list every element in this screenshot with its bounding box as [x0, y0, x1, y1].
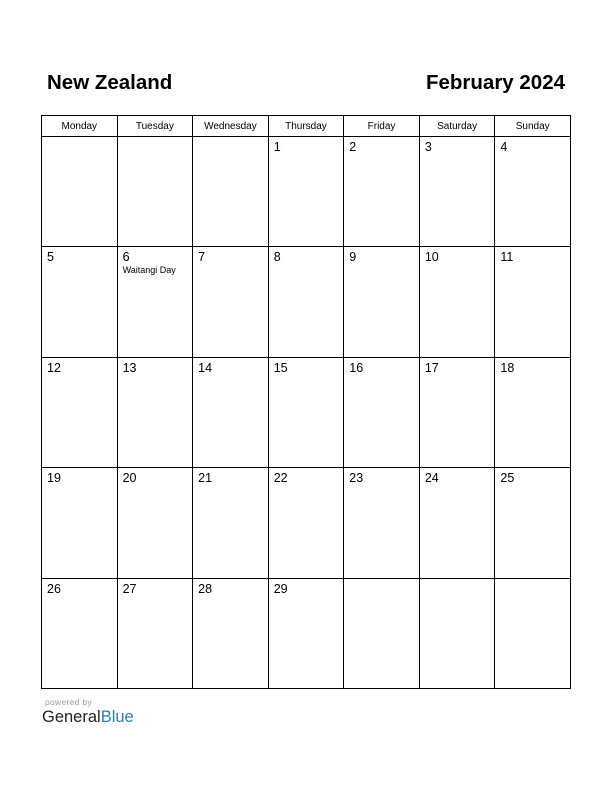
day-cell	[268, 468, 344, 578]
day-number: 8	[273, 250, 281, 265]
week-row	[42, 468, 571, 578]
day-cell	[117, 468, 193, 578]
day-number: 15	[273, 360, 288, 375]
day-cell	[495, 578, 571, 688]
day-number: 3	[424, 140, 432, 154]
week-row	[42, 578, 571, 688]
brand-blue-text: Blue	[100, 708, 134, 726]
day-number: 6	[122, 250, 130, 265]
day-cell	[344, 357, 420, 467]
day-number: 9	[349, 250, 357, 265]
day-cell	[495, 247, 571, 357]
day-cell	[495, 468, 571, 578]
day-cell	[193, 357, 269, 467]
day-cell	[419, 578, 495, 688]
weekday-header: Wednesday	[193, 116, 269, 137]
day-cell	[42, 357, 118, 467]
day-cell	[419, 357, 495, 467]
day-number: 27	[122, 581, 137, 596]
day-number: 7	[198, 250, 206, 265]
day-number: 24	[424, 471, 439, 486]
weekday-header: Friday	[344, 116, 420, 137]
weekday-header-row	[42, 116, 571, 137]
day-cell	[344, 137, 420, 247]
day-number: 10	[424, 250, 439, 265]
brand-general-text: General	[42, 708, 101, 726]
weekday-header: Sunday	[495, 116, 571, 137]
weekday-header: Monday	[42, 116, 118, 137]
day-cell	[344, 578, 420, 688]
day-cell	[268, 357, 344, 467]
day-number: 26	[47, 581, 61, 596]
day-number: 28	[198, 581, 213, 596]
day-cell	[268, 578, 344, 688]
week-row	[42, 357, 571, 467]
day-cell	[268, 137, 344, 247]
day-number: 5	[47, 250, 54, 265]
day-cell	[117, 247, 193, 357]
day-cell	[268, 247, 344, 357]
day-number: 13	[122, 360, 137, 375]
day-number: 11	[500, 250, 514, 265]
day-number: 16	[349, 360, 364, 375]
day-number: 12	[47, 360, 61, 375]
day-number: 4	[500, 140, 508, 154]
day-cell	[344, 247, 420, 357]
weekday-header: Thursday	[268, 116, 344, 137]
day-cell	[419, 247, 495, 357]
day-cell	[193, 578, 269, 688]
country-title: New Zealand	[47, 71, 173, 94]
day-cell	[117, 357, 193, 467]
day-cell	[495, 357, 571, 467]
day-number: 1	[273, 140, 281, 154]
weekday-header: Tuesday	[117, 116, 193, 137]
week-row	[42, 137, 571, 247]
day-cell	[495, 137, 571, 247]
holiday-label: Waitangi Day	[122, 265, 176, 276]
month-title: February 2024	[425, 71, 565, 94]
day-cell	[344, 468, 420, 578]
day-number: 25	[500, 471, 515, 486]
day-cell	[419, 137, 495, 247]
day-number: 29	[273, 581, 288, 596]
day-number: 18	[500, 360, 515, 375]
day-number: 2	[349, 140, 357, 154]
day-number: 23	[349, 471, 364, 486]
day-number: 21	[198, 471, 213, 486]
day-cell	[193, 137, 269, 247]
week-row	[42, 247, 571, 357]
calendar-grid	[41, 115, 571, 689]
day-number: 22	[273, 471, 288, 486]
day-number: 20	[122, 471, 137, 486]
day-number: 17	[424, 360, 439, 375]
day-cell	[419, 468, 495, 578]
generalblue-logo[interactable]	[42, 708, 134, 727]
day-cell	[117, 137, 193, 247]
day-number: 19	[47, 471, 61, 486]
day-cell	[42, 578, 118, 688]
day-number: 14	[198, 360, 213, 375]
day-cell	[193, 247, 269, 357]
powered-by-label: powered by	[45, 697, 92, 707]
day-cell	[42, 247, 118, 357]
day-cell	[42, 468, 118, 578]
day-cell	[42, 137, 118, 247]
weekday-header: Saturday	[419, 116, 495, 137]
day-cell	[117, 578, 193, 688]
day-cell	[193, 468, 269, 578]
